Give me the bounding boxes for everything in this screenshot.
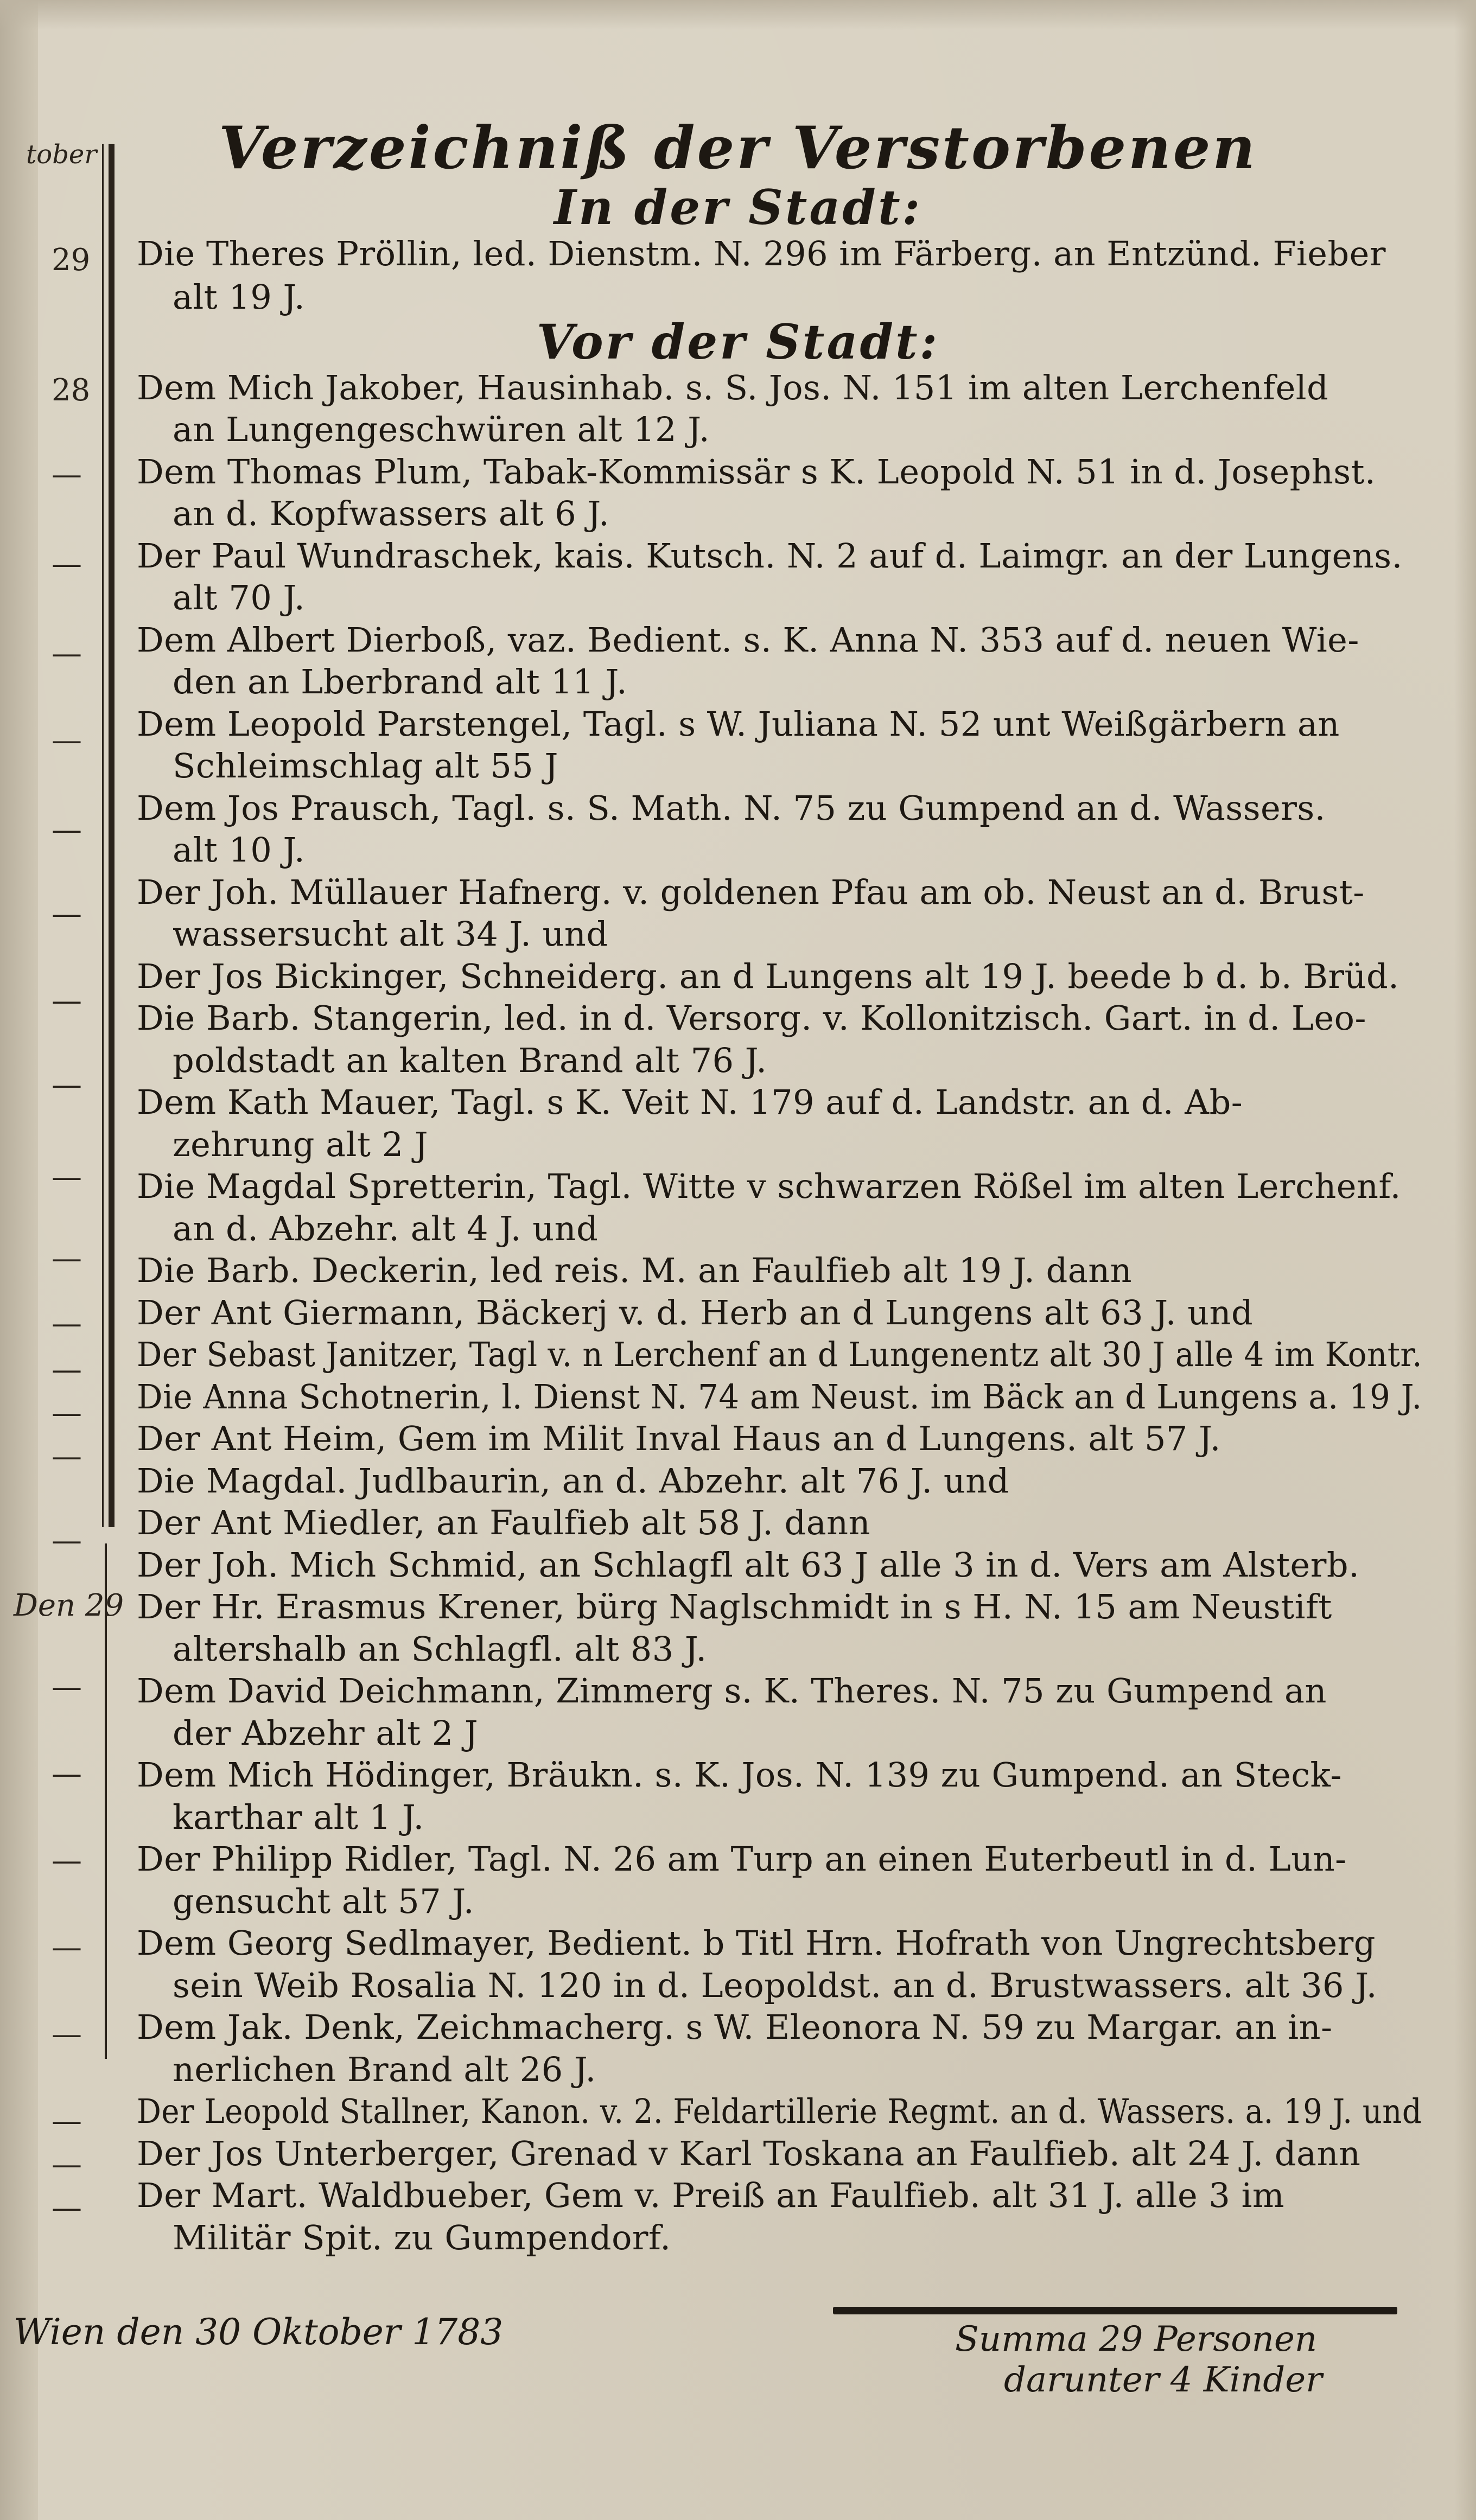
margin-day-28: 28 (52, 373, 91, 408)
margin-dash: — (52, 1395, 82, 1431)
entry-line: Die Magdal. Judlbaurin, an d. Abzehr. alt 76 J. und (137, 1461, 1009, 1501)
margin-dash: — (52, 1306, 82, 1341)
entry-line: Dem Jos Prausch, Tagl. s. S. Math. N. 75 zu Gumpend an d. Wassers. (137, 788, 1326, 828)
margin-dash: — (52, 1930, 82, 1965)
entry-line: Die Barb. Deckerin, led reis. M. an Faulfieb alt 19 J. dann (137, 1251, 1133, 1290)
margin-dash: — (52, 983, 82, 1018)
entry-line: Der Sebast Janitzer, Tagl v. n Lerchenf an d Lungenentz alt 30 J alle 4 im Kontr. (137, 1335, 1423, 1374)
entry-line: Dem David Deichmann, Zimmerg s. K. Theres. N. 75 zu Gumpend an (137, 1671, 1327, 1711)
margin-dash: — (52, 723, 82, 758)
entry-line: Die Anna Schotnerin, l. Dienst N. 74 am Neust. im Bäck an d Lungens a. 19 J. (137, 1377, 1422, 1417)
entry-line: alt 70 J. (173, 578, 306, 617)
entry-line: Der Leopold Stallner, Kanon. v. 2. Feldartillerie Regmt. an d. Wassers. a. 19 J. und (137, 2091, 1422, 2131)
entry-line: Der Ant Miedler, an Faulfieb alt 58 J. dann (137, 1503, 871, 1542)
entry-line: sein Weib Rosalia N. 120 in d. Leopoldst. an d. Brustwassers. alt 36 J. (173, 1966, 1377, 2005)
entry-line: Die Theres Pröllin, led. Dienstm. N. 296 im Färberg. an Entzünd. Fieber (137, 234, 1386, 273)
entry-line: Der Ant Giermann, Bäckerj v. d. Herb an d Lungens alt 63 J. und (137, 1293, 1254, 1332)
entry-line: wassersucht alt 34 J. und (173, 914, 608, 954)
margin-day-29: 29 (52, 243, 91, 278)
entry-line: alt 19 J. (173, 277, 306, 317)
entry-line: Der Paul Wundraschek, kais. Kutsch. N. 2 auf d. Laimgr. an der Lungens. (137, 536, 1403, 576)
margin-dash: — (52, 1439, 82, 1474)
entry-line: Dem Jak. Denk, Zeichmacherg. s W. Eleonora N. 59 zu Margar. an in- (137, 2007, 1333, 2047)
entry-line: nerlichen Brand alt 26 J. (173, 2050, 596, 2089)
entry-line: Schleimschlag alt 55 J (173, 746, 558, 786)
entry-line: an d. Kopfwassers alt 6 J. (173, 494, 610, 533)
entry-line: zehrung alt 2 J (173, 1125, 429, 1164)
entry-line: der Abzehr alt 2 J (173, 1713, 479, 1753)
entry-line: Der Ant Heim, Gem im Milit Inval Haus an d Lungens. alt 57 J. (137, 1419, 1221, 1458)
margin-dash: — (52, 1159, 82, 1195)
page-left-edge (0, 0, 38, 2520)
entry-line: Dem Georg Sedlmayer, Bedient. b Titl Hrn. Hofrath von Ungrechtsberg (137, 1923, 1376, 1963)
entry-line: alt 10 J. (173, 830, 306, 870)
entry-line: Dem Mich Jakober, Hausinhab. s. S. Jos. N. 151 im alten Lerchenfeld (137, 368, 1329, 407)
entry-line: altershalb an Schlagfl. alt 83 J. (173, 1629, 707, 1669)
margin-month-header: tober (26, 139, 97, 170)
entry-line: an Lungengeschwüren alt 12 J. (173, 410, 710, 449)
footer-date: Wien den 30 Oktober 1783 (14, 2311, 504, 2353)
margin-dash: — (52, 1843, 82, 1878)
margin-dash: — (52, 812, 82, 847)
page-right-edge (1454, 0, 1476, 2520)
entry-line: Der Philipp Ridler, Tagl. N. 26 am Turp an einen Euterbeutl in d. Lun- (137, 1839, 1347, 1879)
margin-dash: — (52, 1669, 82, 1705)
footer-rule (833, 2307, 1397, 2314)
margin-dash: — (52, 1241, 82, 1276)
section-heading-outside: Vor der Stadt: (536, 314, 940, 370)
entry-line: Der Joh. Mich Schmid, an Schlagfl alt 63 J alle 3 in d. Vers am Alsterb. (137, 1545, 1360, 1585)
margin-dash: — (52, 1756, 82, 1791)
margin-dash: — (52, 636, 82, 671)
entry-line: Dem Thomas Plum, Tabak-Kommissär s K. Leopold N. 51 in d. Josephst. (137, 452, 1376, 492)
entry-line: poldstadt an kalten Brand alt 76 J. (173, 1041, 767, 1080)
margin-dash: — (52, 2017, 82, 2052)
entry-line: Der Jos Bickinger, Schneiderg. an d Lungens alt 19 J. beede b d. b. Brüd. (137, 956, 1399, 996)
entry-line: Der Hr. Erasmus Krener, bürg Naglschmidt in s H. N. 15 am Neustift (137, 1587, 1332, 1626)
margin-dash: — (52, 896, 82, 932)
margin-dash: — (52, 2147, 82, 2182)
entry-line: gensucht alt 57 J. (173, 1881, 475, 1921)
entry-line: den an Lberbrand alt 11 J. (173, 662, 628, 701)
page-top-edge (0, 0, 1476, 30)
entry-line: Die Magdal Spretterin, Tagl. Witte v schwarzen Rößel im alten Lerchenf. (137, 1166, 1401, 1206)
margin-dash: — (52, 546, 82, 582)
section-heading-city: In der Stadt: (554, 179, 922, 235)
margin-dash: — (52, 1523, 82, 1558)
margin-day-29-second: Den 29 (14, 1588, 124, 1623)
margin-dash: — (52, 2103, 82, 2139)
document-title: Verzeichniß der Verstorbenen (219, 114, 1257, 182)
entry-line: Die Barb. Stangerin, led. in d. Versorg. v. Kollonitzisch. Gart. in d. Leo- (137, 998, 1366, 1038)
margin-dash: — (52, 457, 82, 492)
footer-summa: Summa 29 Personen (955, 2319, 1318, 2359)
entry-line: Der Joh. Müllauer Hafnerg. v. goldenen Pfau am ob. Neust an d. Brust- (137, 872, 1365, 912)
entry-line: an d. Abzehr. alt 4 J. und (173, 1209, 599, 1248)
margin-dash: — (52, 2190, 82, 2225)
entry-line: Dem Kath Mauer, Tagl. s K. Veit N. 179 auf d. Landstr. an d. Ab- (137, 1082, 1243, 1122)
entry-line: Dem Leopold Parstengel, Tagl. s W. Juliana N. 52 unt Weißgärbern an (137, 704, 1340, 744)
entry-line: Der Mart. Waldbueber, Gem v. Preiß an Faulfieb. alt 31 J. alle 3 im (137, 2176, 1285, 2215)
margin-dash: — (52, 1067, 82, 1102)
entry-line: Dem Albert Dierboß, vaz. Bedient. s. K. Anna N. 353 auf d. neuen Wie- (137, 620, 1359, 660)
footer-children: darunter 4 Kinder (1004, 2360, 1322, 2400)
entry-line: karthar alt 1 J. (173, 1797, 424, 1837)
margin-dash: — (52, 1352, 82, 1387)
entry-line: Der Jos Unterberger, Grenad v Karl Toskana an Faulfieb. alt 24 J. dann (137, 2134, 1361, 2173)
entry-line: Militär Spit. zu Gumpendorf. (173, 2218, 671, 2257)
entry-line: Dem Mich Hödinger, Bräukn. s. K. Jos. N. 139 zu Gumpend. an Steck- (137, 1755, 1342, 1795)
